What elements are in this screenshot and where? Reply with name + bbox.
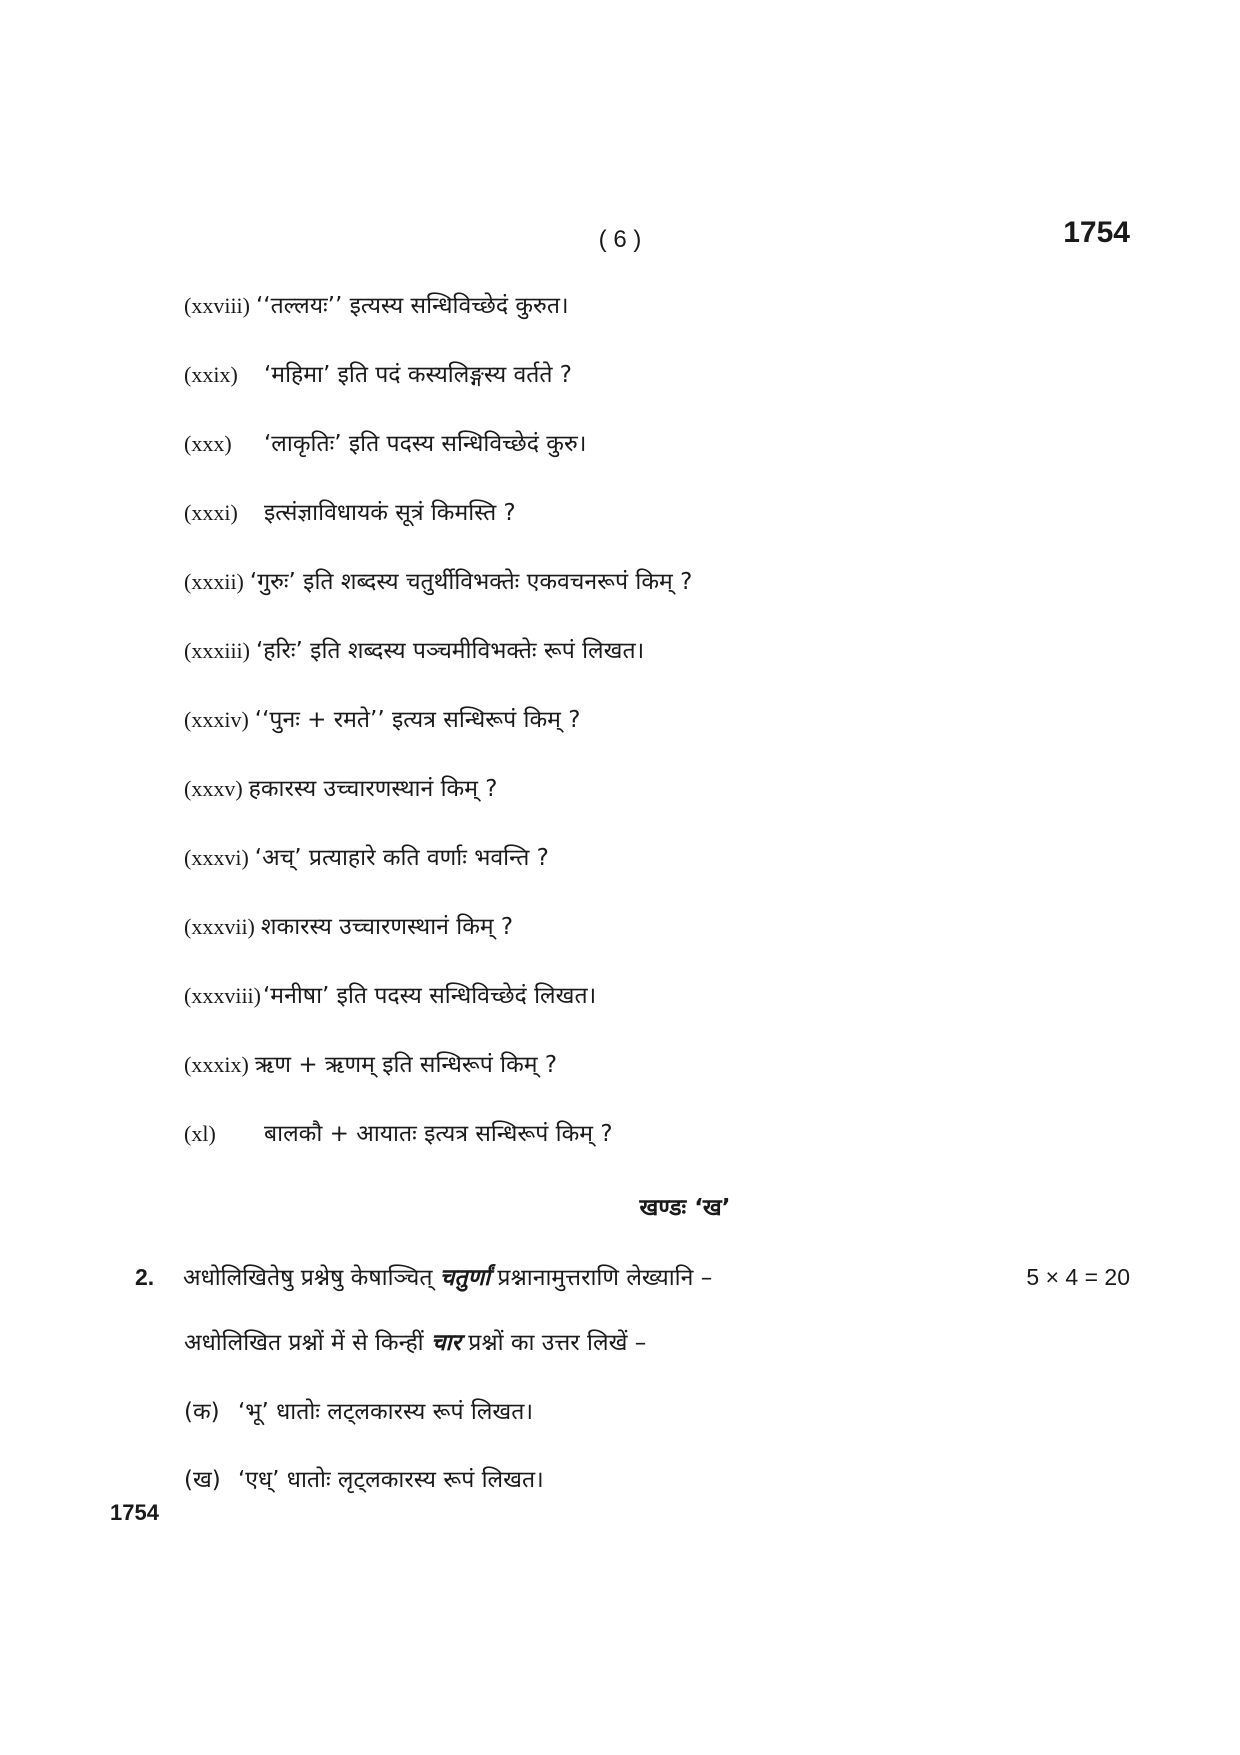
question-2-number: 2. [135,1264,155,1290]
question-2-emphasis: चतुर्णां [439,1265,491,1291]
question-number: (xxxiv) [184,707,249,732]
question-item [184,978,596,1010]
question-text: शकारस्य उच्चारणस्थानं किम् ? [260,914,514,940]
question-text: ‘मनीषा’ इति पदस्य सन्धिविच्छेदं लिखत। [263,983,597,1009]
question-text: इत्संज्ञाविधायकं सूत्रं किमस्ति ? [264,500,516,526]
question-number: (xxxv) [184,776,243,801]
question-text: ‘लाकृतिः’ इति पदस्य सन्धिविच्छेदं कुरु। [264,431,587,457]
question-number: (xxxvii) [184,914,255,939]
question-item [184,288,569,320]
question-2-hindi [184,1325,646,1357]
question-item [184,909,513,941]
page-number: ( 6 ) [598,226,642,253]
paper-code-header: 1754 [1063,216,1130,249]
sub-question-text: ‘एध्’ धातोः लृट्लकारस्य रूपं लिखत। [238,1467,544,1493]
question-text: ‘‘तल्लयः’’ इत्यस्य सन्धिविच्छेदं कुरुत। [256,293,569,319]
sub-question-label: (क) [184,1399,220,1425]
question-2-text [183,1260,1026,1292]
question-item [184,426,586,458]
question-number: (xxix) [184,362,238,387]
question-text: ‘‘पुनः + रमते’’ इत्यत्र सन्धिरूपं किम् ? [254,707,581,733]
question-number: (xl) [184,1121,216,1146]
sub-question [184,1394,533,1426]
paper-code-footer: 1754 [110,1500,159,1525]
question-2-text-after: प्रश्नानामुत्तराणि लेख्यानि – [497,1265,713,1291]
question-item [184,495,516,527]
question-number: (xxxiii) [184,638,250,663]
question-2 [135,1260,1130,1292]
question-item [184,771,497,803]
question-text: ‘गुरुः’ इति शब्दस्य चतुर्थीविभक्तेः एकवचनरूपं किम् ? [249,569,693,595]
question-item [184,1116,613,1148]
question-text: हकारस्य उच्चारणस्थानं किम् ? [248,776,498,802]
question-text: बालकौ + आयातः इत्यत्र सन्धिरूपं किम् ? [264,1121,613,1147]
sub-question-label: (ख) [184,1467,221,1493]
marks-allocation: 5 × 4 = 20 [1026,1264,1130,1290]
question-text: ‘अच्’ प्रत्याहारे कति वर्णाः भवन्ति ? [254,845,549,871]
hindi-text-after: प्रश्नों का उत्तर लिखें – [468,1330,647,1356]
question-item [184,564,692,596]
question-number: (xxviii) [184,293,250,318]
question-number: (xxx) [184,431,232,456]
section-heading: खण्डः ‘ख’ [639,1195,731,1221]
question-item [184,702,580,734]
question-number: (xxxi) [184,500,238,525]
question-number: (xxxvi) [184,845,249,870]
hindi-emphasis: चार [430,1330,461,1356]
question-text: ऋण + ऋणम् इति सन्धिरूपं किम् ? [254,1052,558,1078]
question-item [184,840,549,872]
question-number: (xxxviii) [184,983,261,1008]
question-item [184,633,644,665]
question-item [184,357,572,389]
sub-question-text: ‘भू’ धातोः लट्लकारस्य रूपं लिखत। [238,1399,534,1425]
question-item [184,1047,557,1079]
question-text: ‘महिमा’ इति पदं कस्यलिङ्गस्य वर्तते ? [264,362,573,388]
hindi-text-before: अधोलिखित प्रश्नों में से किन्हीं [184,1330,424,1356]
question-text: ‘हरिः’ इति शब्दस्य पञ्चमीविभक्तेः रूपं लिखत। [256,638,645,664]
question-2-text-before: अधोलिखितेषु प्रश्नेषु केषाञ्चित् [183,1265,433,1291]
question-number: (xxxii) [184,569,244,594]
question-number: (xxxix) [184,1052,249,1077]
sub-question [184,1462,544,1494]
